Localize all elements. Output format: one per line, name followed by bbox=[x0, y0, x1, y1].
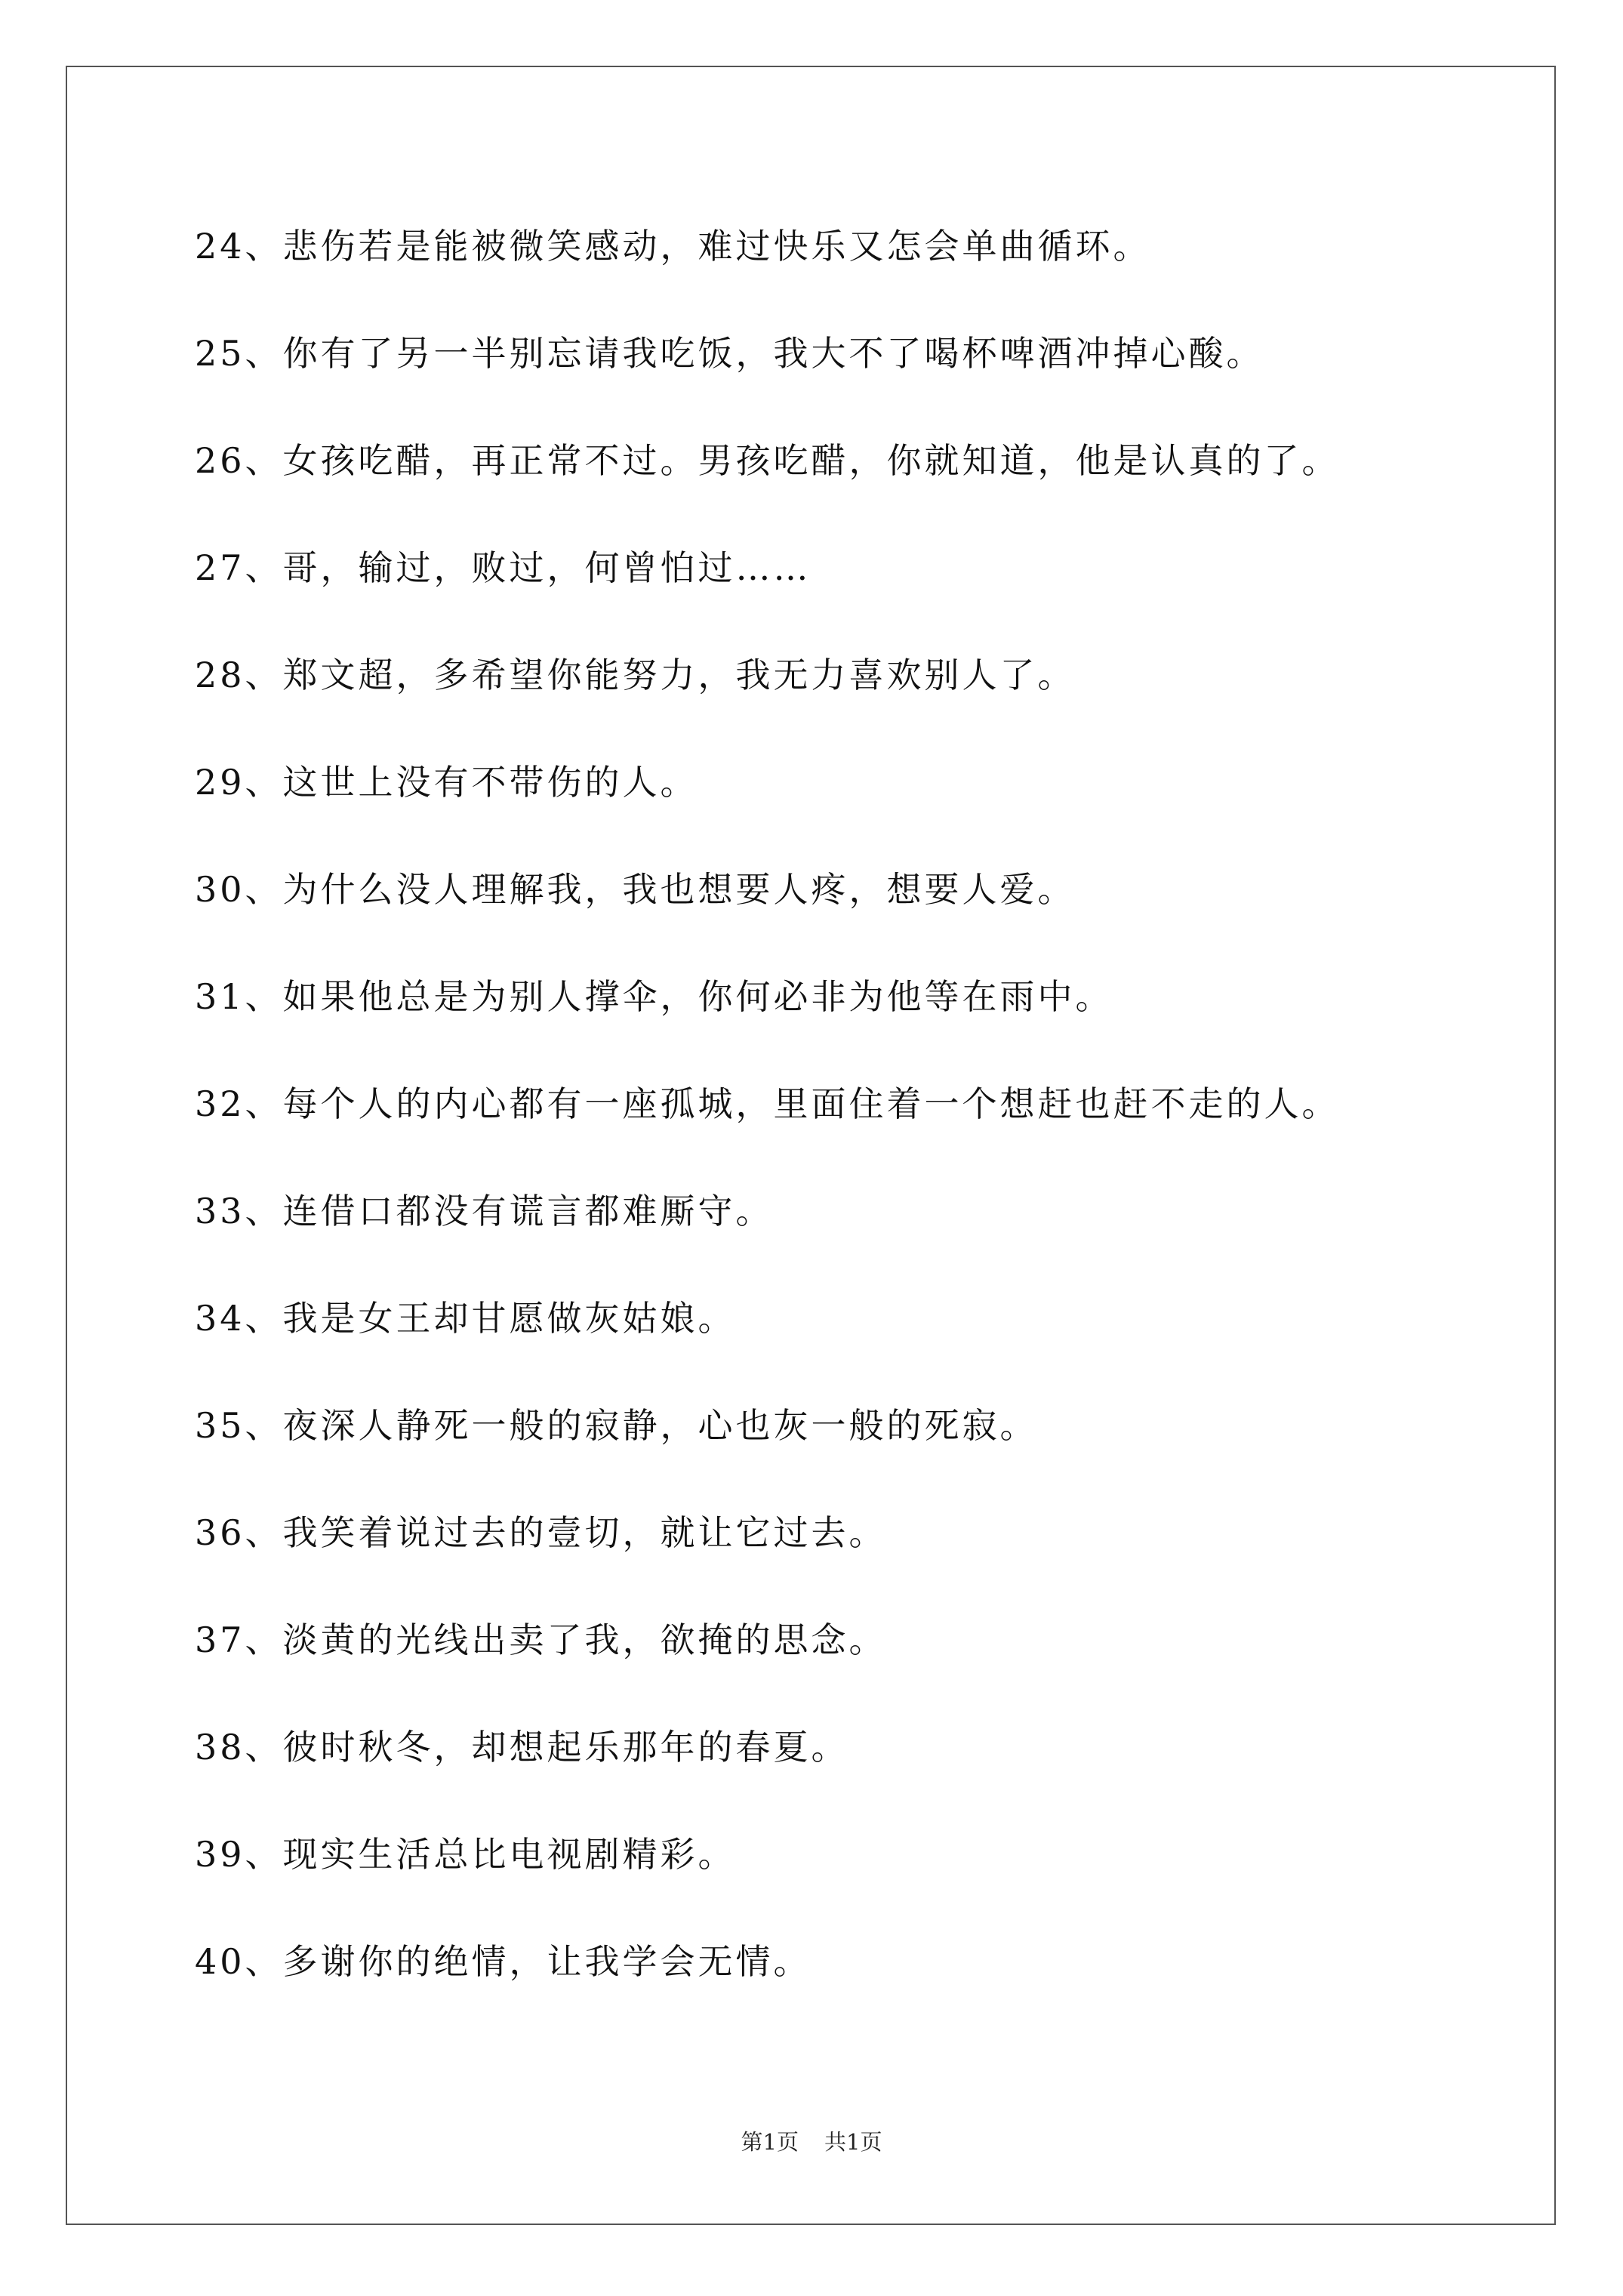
text-line: 28、郑文超，多希望你能努力，我无力喜欢别人了。 bbox=[195, 655, 1076, 695]
text-line: 40、多谢你的绝情，让我学会无情。 bbox=[195, 1941, 812, 1982]
text-line: 32、每个人的内心都有一座孤城，里面住着一个想赶也赶不走的人。 bbox=[195, 1083, 1340, 1124]
page-frame bbox=[66, 66, 1556, 2225]
text-line: 25、你有了另一半别忘请我吃饭，我大不了喝杯啤酒冲掉心酸。 bbox=[195, 333, 1264, 374]
text-line: 27、哥，输过，败过，何曾怕过…… bbox=[195, 547, 812, 588]
text-line: 30、为什么没人理解我，我也想要人疼，想要人爱。 bbox=[195, 869, 1076, 910]
text-line: 33、连借口都没有谎言都难厮守。 bbox=[195, 1191, 774, 1231]
page-total: 共1页 bbox=[824, 2129, 882, 2155]
text-line: 29、这世上没有不带伤的人。 bbox=[195, 762, 698, 803]
page-number: 第1页 bbox=[741, 2129, 799, 2155]
page-footer bbox=[0, 2125, 1623, 2156]
text-line: 35、夜深人静死一般的寂静，心也灰一般的死寂。 bbox=[195, 1405, 1038, 1446]
text-line: 24、悲伤若是能被微笑感动，难过快乐又怎会单曲循环。 bbox=[195, 226, 1151, 267]
text-line: 39、现实生活总比电视剧精彩。 bbox=[195, 1834, 736, 1875]
text-line: 26、女孩吃醋，再正常不过。男孩吃醋，你就知道，他是认真的了。 bbox=[195, 440, 1340, 481]
text-line: 37、淡黄的光线出卖了我，欲掩的思念。 bbox=[195, 1620, 887, 1660]
text-line: 34、我是女王却甘愿做灰姑娘。 bbox=[195, 1298, 736, 1339]
text-line: 36、我笑着说过去的壹切，就让它过去。 bbox=[195, 1512, 887, 1553]
text-line: 31、如果他总是为别人撑伞，你何必非为他等在雨中。 bbox=[195, 976, 1113, 1017]
text-line: 38、彼时秋冬，却想起乐那年的春夏。 bbox=[195, 1727, 849, 1767]
